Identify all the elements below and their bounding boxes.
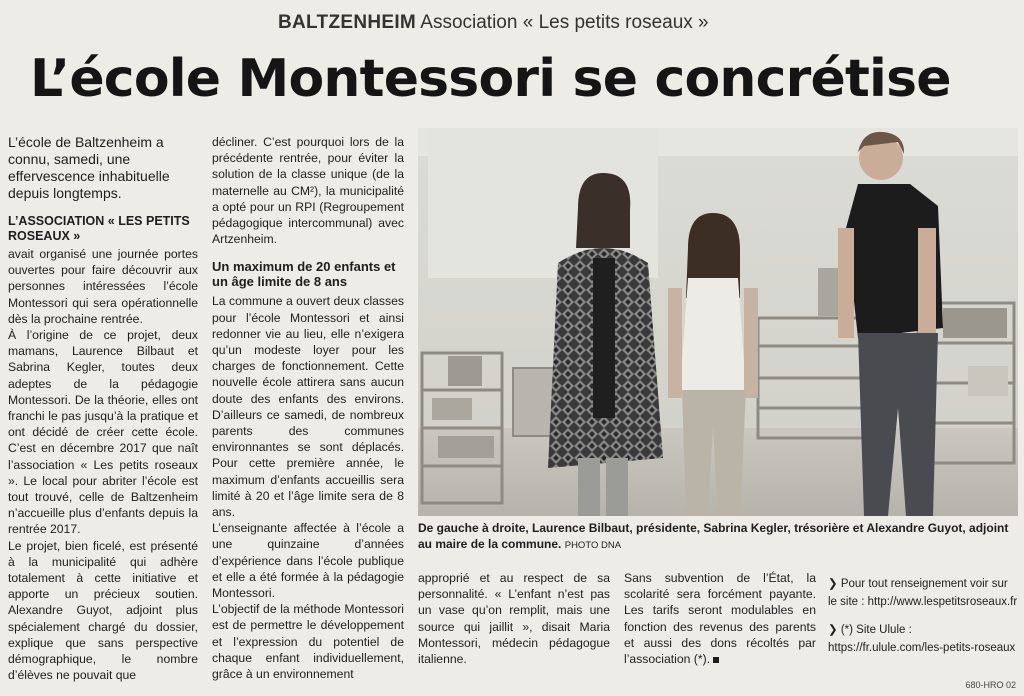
chevron-right-icon: ❯ (828, 624, 841, 636)
body-paragraph: décliner. C’est pourquoi lors de la précédente rentrée, pour éviter la solution de la classe unique (de la maternelle au CM²), la municipalité a opté pour un RPI (Regroupement pédagogique intercommunal) avec Artzenheim. (212, 135, 404, 247)
paragraph-subhead: L’ASSOCIATION « LES PETITS ROSEAUX » (8, 214, 190, 243)
photo-caption (418, 520, 1018, 554)
body-paragraph: approprié et au respect de sa personnalité. « L’enfant n’est pas un vase qu’on remplit, mais une source qui jaillit », disait Maria Montessori, médecin pédagogue italienne. (418, 571, 610, 667)
kicker-town: BALTZENHEIM (278, 12, 417, 33)
classroom-photo (418, 128, 1018, 516)
bleed-through-right (760, 0, 1024, 50)
body-paragraph: avait organisé une journée portes ouvertes pour faire découvrir aux personnes intéressées l’école Montessori qui sera opérationnelle dès la prochaine rentrée. (8, 247, 198, 326)
body-paragraph: Le projet, bien ficelé, est présenté à la municipalité qui adhère totalement à cette initiative et apporte un précieux soutien. Alexandre Guyot, adjoint plus spécialement chargé du dossier, explique que sans perspective démographique, le nombre d’élèves ne pouvait que (8, 538, 198, 683)
body-paragraph: L’objectif de la méthode Montessori est de permettre le développement et l’expression du potentiel de chaque enfant individuellement, grâce à un environnement (212, 602, 404, 682)
intertitle: Un maximum de 20 enfants et un âge limite de 8 ans (212, 259, 396, 290)
headline: L’école Montessori se concrétise (30, 49, 951, 109)
article-photo (418, 128, 1018, 516)
info-ulule (828, 621, 1018, 657)
body-paragraph: À l’origine de ce projet, deux mamans, Laurence Bilbaut et Sabrina Kegler, toutes deux adeptes de la pédagogie Montessori. De la théorie, elles ont franchi le pas jusqu’à la pratique et ont décidé de créer cette école. C’est en décembre 2017 que naît l’association « Les petits roseaux ». Le local pour abriter l’école est tout trouvé, celle de Baltzenheim n’accueille plus d’enfants depuis la rentrée 2017. (8, 328, 198, 537)
page-code: 680-HRO 02 (965, 680, 1016, 690)
column-3 (418, 570, 610, 667)
article-kicker (278, 12, 709, 34)
info-website (828, 575, 1018, 611)
column-1 (8, 134, 198, 683)
column-2 (212, 134, 404, 682)
column-4 (624, 570, 816, 667)
body-paragraph: L’enseignante affectée à l’école a une quinzaine d’années d’expérience dans l’école publique et elle a été formée à la pédagogie Montessori. (212, 521, 404, 601)
photo-credit: PHOTO DNA (564, 540, 622, 551)
chevron-right-icon: ❯ (828, 578, 841, 590)
body-paragraph (624, 570, 816, 667)
end-of-article-mark (713, 657, 719, 663)
caption-text: De gauche à droite, Laurence Bilbaut, présidente, Sabrina Kegler, trésorière et Alexandre Guyot, adjoint au maire de la commune. (418, 521, 1009, 551)
kicker-association: Association « Les petits roseaux » (420, 12, 709, 33)
info-box (828, 575, 1018, 657)
body-paragraph: La commune a ouvert deux classes pour l’école Montessori et ainsi redonner vie au lieu, elle n’exigera qu’un modeste loyer pour les charges de fonctionnement. Cette nouvelle école attirera sans aucun doute des enfants des environs. D’ailleurs ce samedi, de nombreux parents des communes environnantes se sont déplacés. Pour cette première année, le maximum d’enfants accueillis sera limité à 20 et l’âge limite sera de 8 ans. (212, 294, 404, 520)
info-website-text: Pour tout renseignement voir sur le site : http://www.lespetitsroseaux.fr (828, 578, 1018, 608)
body-text: Sans subvention de l’État, la scolarité sera forcément payante. Les tarifs seront modulables en fonction des revenus des parents et aussi des dons récoltés par l’association (*). (624, 571, 816, 667)
info-ulule-text: (*) Site Ulule : https://fr.ulule.com/les-petits-roseaux (828, 624, 1016, 654)
lead-paragraph: L’école de Baltzenheim a connu, samedi, une effervescence inhabituelle depuis longtemps. (8, 134, 170, 201)
